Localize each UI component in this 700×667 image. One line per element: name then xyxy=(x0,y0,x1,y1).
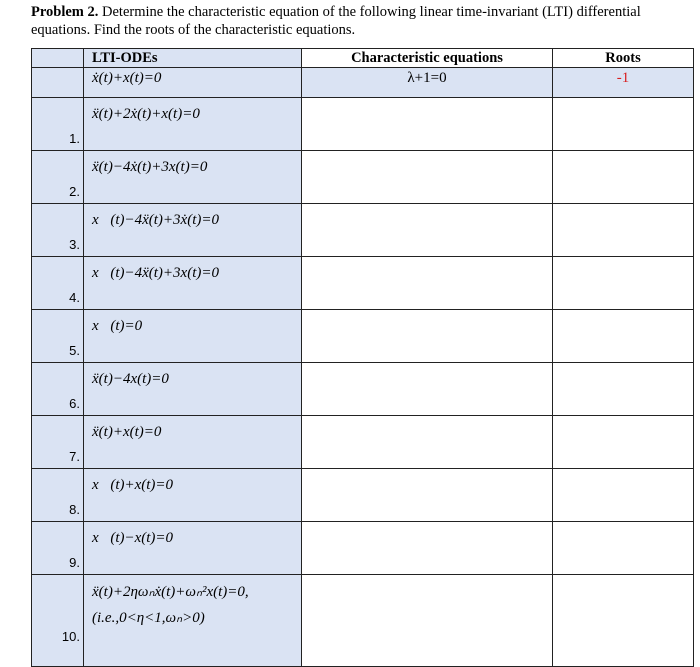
roots-cell[interactable] xyxy=(553,522,694,575)
roots-cell[interactable] xyxy=(553,310,694,363)
table-row xyxy=(32,98,694,151)
char-eq-cell[interactable] xyxy=(302,151,553,204)
roots-cell[interactable] xyxy=(553,416,694,469)
row-number: 10. xyxy=(32,575,84,667)
problem-text: Determine the characteristic equation of the following linear time-invariant (LTI) differential equations. Find the roots of the characteristic equations. xyxy=(31,4,641,38)
row-ode: x⃛(t)=0 xyxy=(84,310,302,363)
header-odes: LTI-ODEs xyxy=(84,49,302,68)
header-number-cell xyxy=(32,49,84,68)
row-ode: ẍ(t)+x(t)=0 xyxy=(84,416,302,469)
table-header-row xyxy=(32,49,694,68)
table-row xyxy=(32,204,694,257)
char-eq-cell[interactable] xyxy=(302,363,553,416)
char-eq-cell[interactable] xyxy=(302,469,553,522)
char-eq-cell[interactable] xyxy=(302,522,553,575)
example-char-eq: λ+1=0 xyxy=(302,68,553,98)
row-ode: x⃛(t)−4ẍ(t)+3x(t)=0 xyxy=(84,257,302,310)
roots-cell[interactable] xyxy=(553,575,694,667)
char-eq-cell[interactable] xyxy=(302,575,553,667)
roots-cell[interactable] xyxy=(553,257,694,310)
roots-cell[interactable] xyxy=(553,151,694,204)
row-number: 3. xyxy=(32,204,84,257)
row-number: 8. xyxy=(32,469,84,522)
row-number: 7. xyxy=(32,416,84,469)
row-ode: ẍ(t)−4ẋ(t)+3x(t)=0 xyxy=(84,151,302,204)
table-row xyxy=(32,575,694,667)
lti-ode-table xyxy=(31,48,694,667)
problem-label: Problem 2. xyxy=(31,4,99,20)
example-row xyxy=(32,68,694,98)
table-row xyxy=(32,310,694,363)
char-eq-cell[interactable] xyxy=(302,310,553,363)
row-ode xyxy=(84,575,302,667)
row-ode: ẍ(t)−4x(t)=0 xyxy=(84,363,302,416)
roots-cell[interactable] xyxy=(553,469,694,522)
row-number: 4. xyxy=(32,257,84,310)
char-eq-cell[interactable] xyxy=(302,257,553,310)
roots-cell[interactable] xyxy=(553,204,694,257)
row-number: 6. xyxy=(32,363,84,416)
problem-statement xyxy=(31,3,691,39)
table-row xyxy=(32,416,694,469)
char-eq-cell[interactable] xyxy=(302,204,553,257)
char-eq-cell[interactable] xyxy=(302,98,553,151)
row-number: 5. xyxy=(32,310,84,363)
table-row xyxy=(32,469,694,522)
table-row xyxy=(32,257,694,310)
table-row xyxy=(32,522,694,575)
example-ode: ẋ(t)+x(t)=0 xyxy=(84,68,302,98)
example-number-cell xyxy=(32,68,84,98)
row-ode: ẍ(t)+2ẋ(t)+x(t)=0 xyxy=(84,98,302,151)
row-number: 9. xyxy=(32,522,84,575)
char-eq-cell[interactable] xyxy=(302,416,553,469)
row-ode-line1: ẍ(t)+2ηωₙẋ(t)+ωₙ²x(t)=0, xyxy=(92,584,249,600)
row-number: 1. xyxy=(32,98,84,151)
row-ode: x⃛(t)−4ẍ(t)+3ẋ(t)=0 xyxy=(84,204,302,257)
roots-cell[interactable] xyxy=(553,363,694,416)
header-roots: Roots xyxy=(553,49,694,68)
table-row xyxy=(32,363,694,416)
row-number: 2. xyxy=(32,151,84,204)
example-root: -1 xyxy=(553,68,694,98)
header-characteristic: Characteristic equations xyxy=(302,49,553,68)
row-ode: x⃛(t)−x(t)=0 xyxy=(84,522,302,575)
row-ode-line2: (i.e.,0<η<1,ωₙ>0) xyxy=(92,610,205,626)
row-ode: x⃛(t)+x(t)=0 xyxy=(84,469,302,522)
roots-cell[interactable] xyxy=(553,98,694,151)
table-row xyxy=(32,151,694,204)
